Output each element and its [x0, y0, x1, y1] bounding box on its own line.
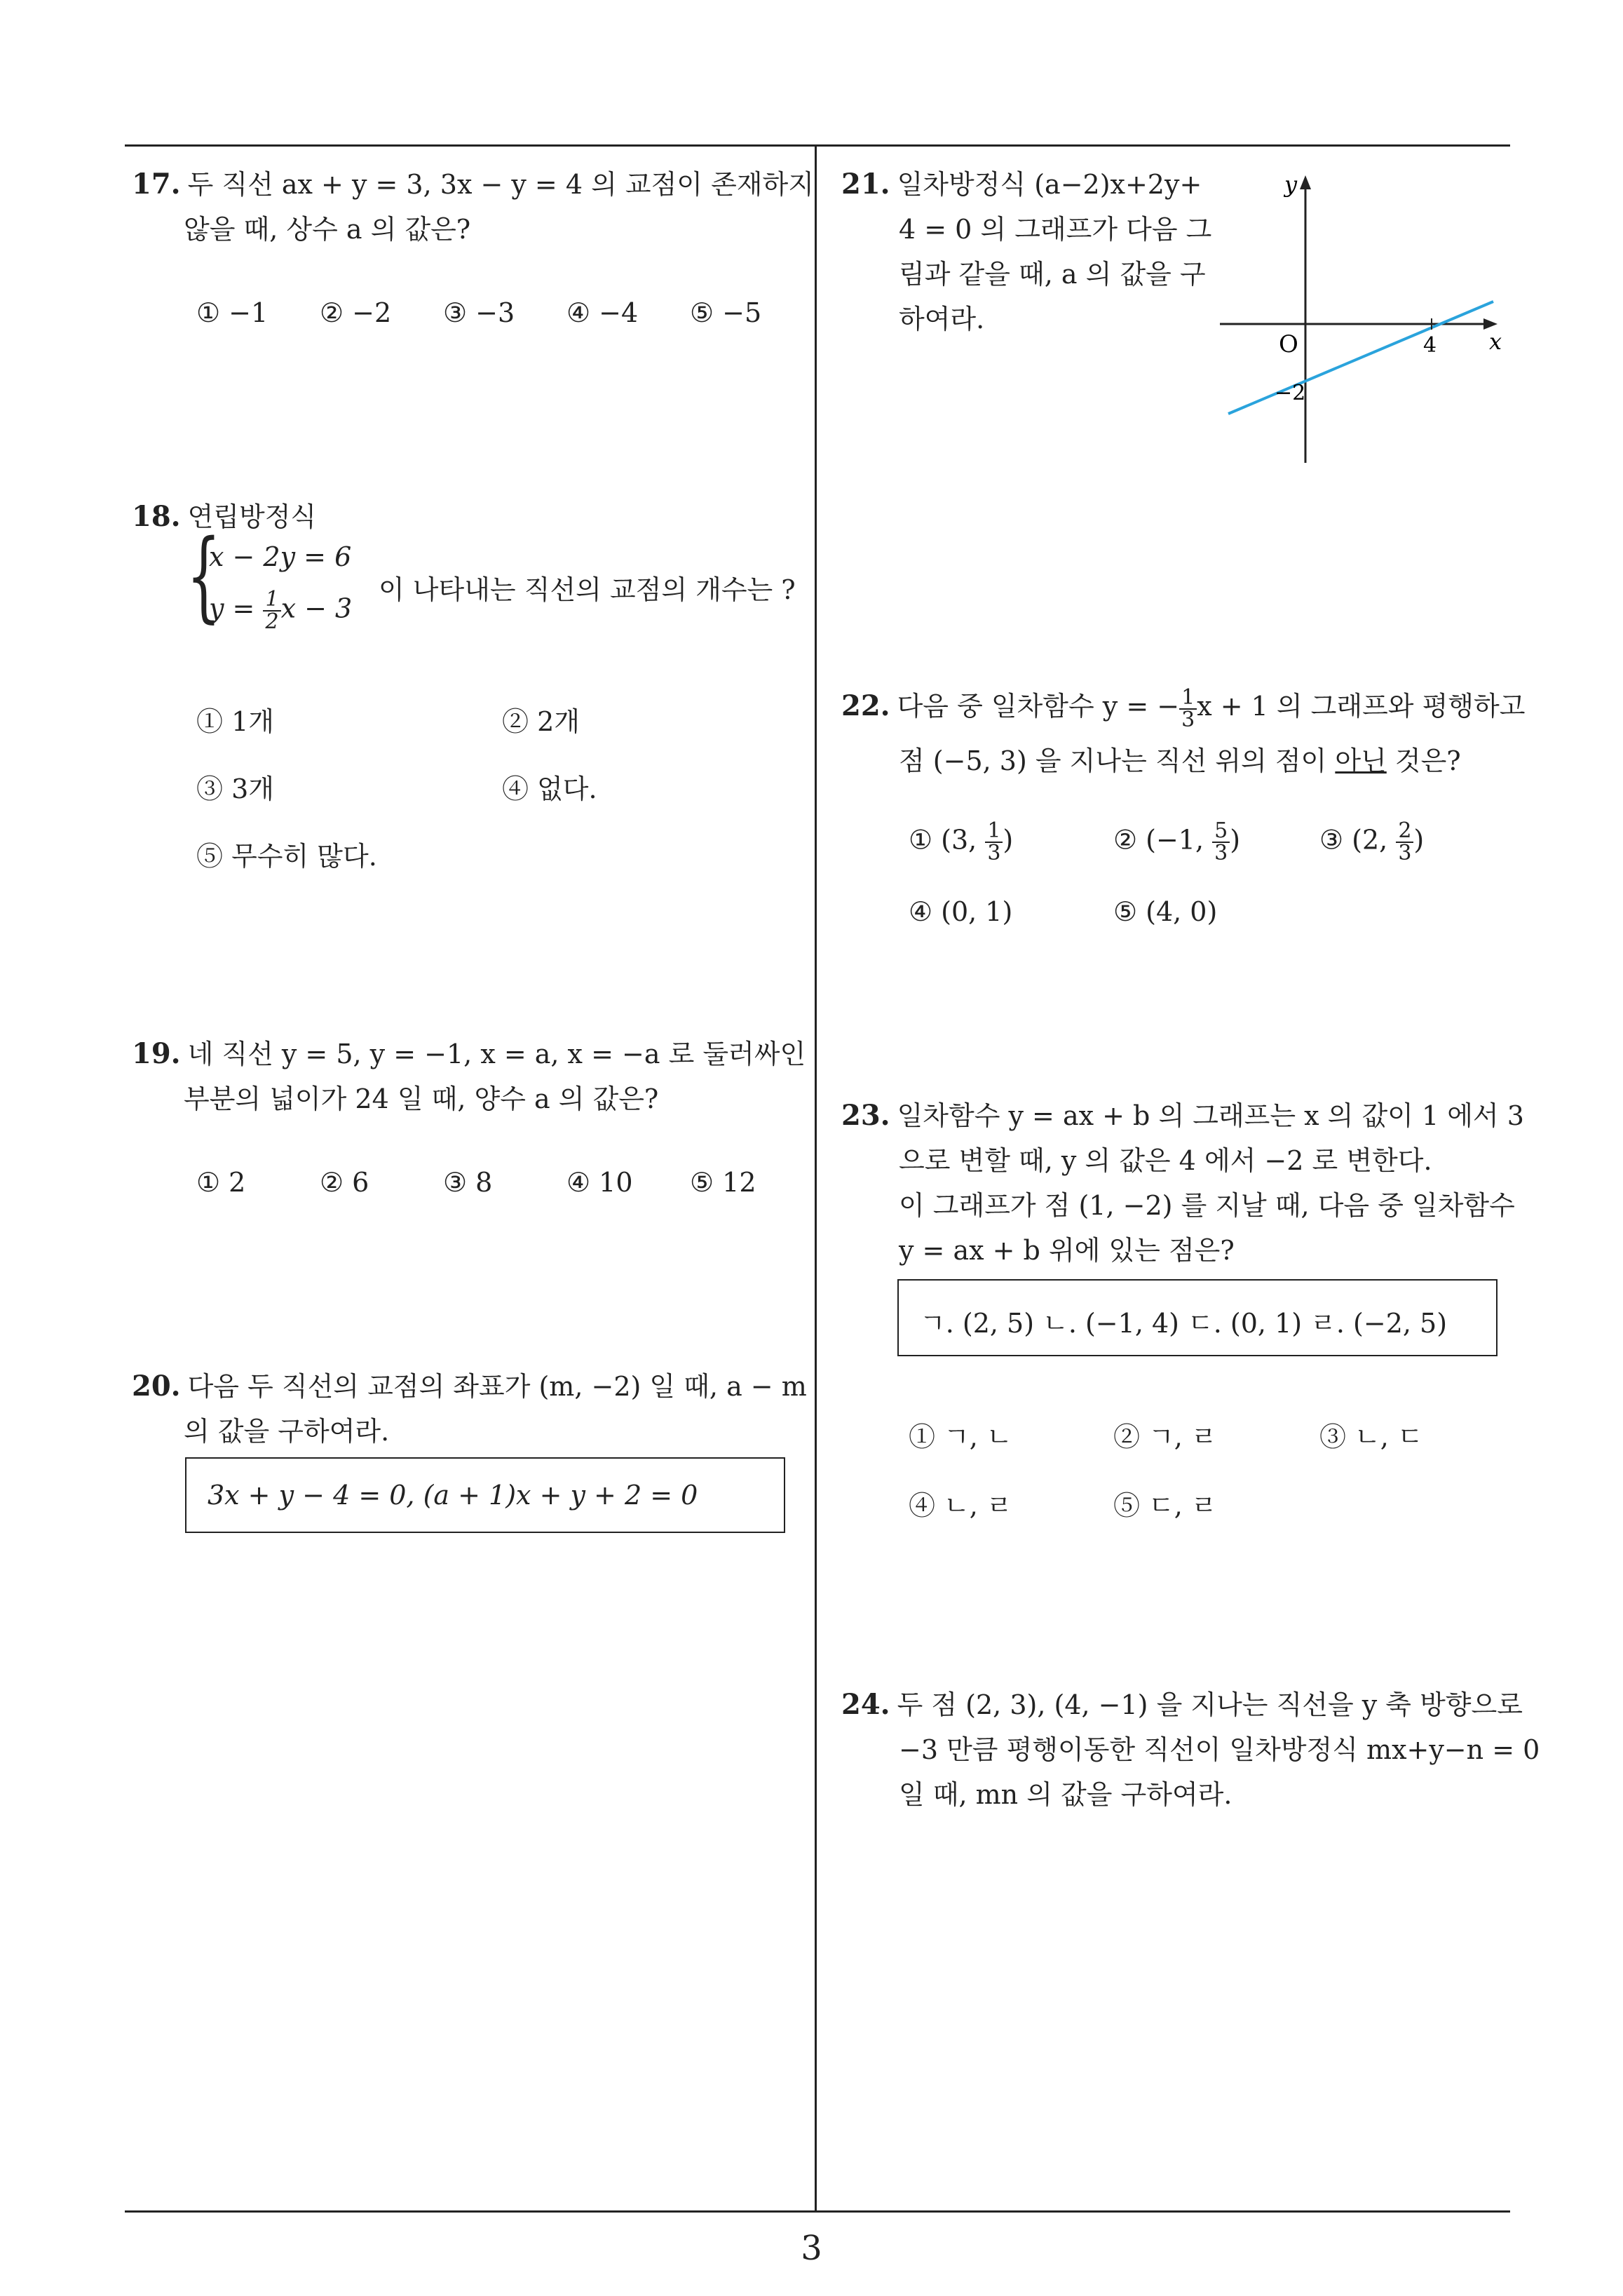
question-text-line: 4 = 0 의 그래프가 다음 그	[899, 214, 1212, 245]
option-4[interactable]: ④ (0, 1)	[909, 896, 1013, 927]
option-2[interactable]: ② (−1, $\frac{5}{3}$ )	[1113, 818, 1241, 865]
question-text-line: 림과 같을 때, a 의 값을 구	[899, 259, 1206, 290]
system-equation-1: x − 2y = 6	[209, 541, 352, 572]
option-1[interactable]: ① 1개	[196, 706, 274, 737]
option-5[interactable]: ⑤ −5	[690, 297, 762, 328]
system-brace: {	[186, 519, 221, 633]
question-text-line: 다음 두 직선의 교점의 좌표가 (m, −2) 일 때, a − m	[187, 1371, 807, 1402]
option-3[interactable]: ③ (2, $\frac{2}{3}$ )	[1319, 818, 1425, 865]
question-text-line: 두 점 (2, 3), (4, −1) 을 지나는 직선을 y 축 방향으로	[897, 1689, 1523, 1720]
question-text-line: 일차함수 y = ax + b 의 그래프는 x 의 값이 1 에서 3	[897, 1100, 1524, 1131]
column-divider	[815, 146, 817, 2210]
question-text-line: 하여라.	[899, 304, 985, 335]
bottom-rule	[125, 2210, 1510, 2213]
option-1[interactable]: ① 2	[196, 1167, 246, 1198]
question-text-line: 부분의 넓이가 24 일 때, 양수 a 의 값은?	[184, 1083, 659, 1114]
y-axis-arrow-icon	[1300, 175, 1311, 189]
top-rule	[125, 144, 1510, 147]
question-text-line: 점 (−5, 3) 을 지나는 직선 위의 점이 아닌 것은?	[899, 745, 1461, 776]
option-3[interactable]: ③ 8	[443, 1167, 493, 1198]
option-5[interactable]: ⑤ 무수히 많다.	[196, 841, 377, 872]
option-1[interactable]: ① (3, $\frac{1}{3}$ )	[909, 818, 1014, 865]
option-4[interactable]: ④ 없다.	[502, 774, 597, 804]
question-text-line: 으로 변할 때, y 의 값은 4 에서 −2 로 변한다.	[899, 1145, 1432, 1176]
option-4[interactable]: ④ −4	[566, 297, 639, 328]
option-4[interactable]: ④ ㄴ, ㄹ	[909, 1490, 1012, 1521]
question-number: 17.	[132, 168, 181, 201]
choices-box-text: ㄱ. (2, 5) ㄴ. (−1, 4) ㄷ. (0, 1) ㄹ. (−2, 5)	[920, 1308, 1448, 1339]
question-text-line: 두 직선 ax + y = 3, 3x − y = 4 의 교점이 존재하지	[187, 169, 814, 200]
question-text-line: y = ax + b 위에 있는 점은?	[899, 1235, 1235, 1266]
question-number: 21.	[841, 168, 890, 201]
coordinate-graph	[1206, 168, 1514, 477]
option-5[interactable]: ⑤ ㄷ, ㄹ	[1113, 1490, 1217, 1521]
page-number: 3	[801, 2229, 822, 2268]
underlined-word: 아닌	[1335, 745, 1387, 776]
x-axis-label: x	[1489, 328, 1502, 355]
question-number: 18.	[132, 500, 181, 533]
option-5[interactable]: ⑤ 12	[690, 1167, 756, 1198]
x-tick-label: 4	[1423, 333, 1437, 358]
question-text-line: 않을 때, 상수 a 의 값은?	[184, 214, 471, 245]
option-3[interactable]: ③ 3개	[196, 774, 274, 804]
question-number: 23.	[841, 1099, 890, 1132]
question-text-line: −3 만큼 평행이동한 직선이 일차방정식 mx+y−n = 0	[899, 1734, 1540, 1765]
equation-box-text: 3x + y − 4 = 0, (a + 1)x + y + 2 = 0	[208, 1480, 698, 1511]
system-equation-2: y = $\frac{1}{2}$ x − 3	[209, 587, 353, 634]
option-3[interactable]: ③ −3	[443, 297, 515, 328]
question-text-line: 의 값을 구하여라.	[184, 1416, 390, 1447]
y-axis-label: y	[1284, 171, 1298, 198]
question-text-line: 이 나타내는 직선의 교점의 개수는 ?	[379, 574, 796, 605]
question-text-line: 다음 중 일차함수 y = − $\frac{1}{3}$ x + 1 의 그래프와 평행하고	[897, 684, 1526, 732]
question-number: 22.	[841, 689, 890, 722]
question-text-line: 네 직선 y = 5, y = −1, x = a, x = −a 로 둘러싸인	[187, 1039, 806, 1069]
option-5[interactable]: ⑤ (4, 0)	[1113, 896, 1218, 927]
option-2[interactable]: ② 6	[320, 1167, 369, 1198]
question-number: 24.	[841, 1688, 890, 1721]
option-2[interactable]: ② ㄱ, ㄹ	[1113, 1422, 1217, 1452]
question-text-line: 이 그래프가 점 (1, −2) 를 지날 때, 다음 중 일차함수	[899, 1190, 1515, 1221]
question-text-line: 연립방정식	[187, 501, 317, 532]
option-2[interactable]: ② 2개	[502, 706, 580, 737]
option-3[interactable]: ③ ㄴ, ㄷ	[1319, 1422, 1423, 1452]
choices-box	[897, 1279, 1498, 1356]
graph-line	[1228, 302, 1493, 414]
question-text-line: 일차방정식 (a−2)x+2y+	[897, 169, 1202, 200]
question-number: 20.	[132, 1370, 181, 1403]
option-1[interactable]: ① −1	[196, 297, 269, 328]
option-2[interactable]: ② −2	[320, 297, 392, 328]
option-4[interactable]: ④ 10	[566, 1167, 633, 1198]
question-text-line: 일 때, mn 의 값을 구하여라.	[899, 1779, 1232, 1810]
question-number: 19.	[132, 1037, 181, 1070]
equation-box	[185, 1457, 785, 1533]
origin-label: O	[1279, 330, 1298, 358]
y-tick-label: −2	[1275, 381, 1306, 405]
option-1[interactable]: ① ㄱ, ㄴ	[909, 1422, 1012, 1452]
